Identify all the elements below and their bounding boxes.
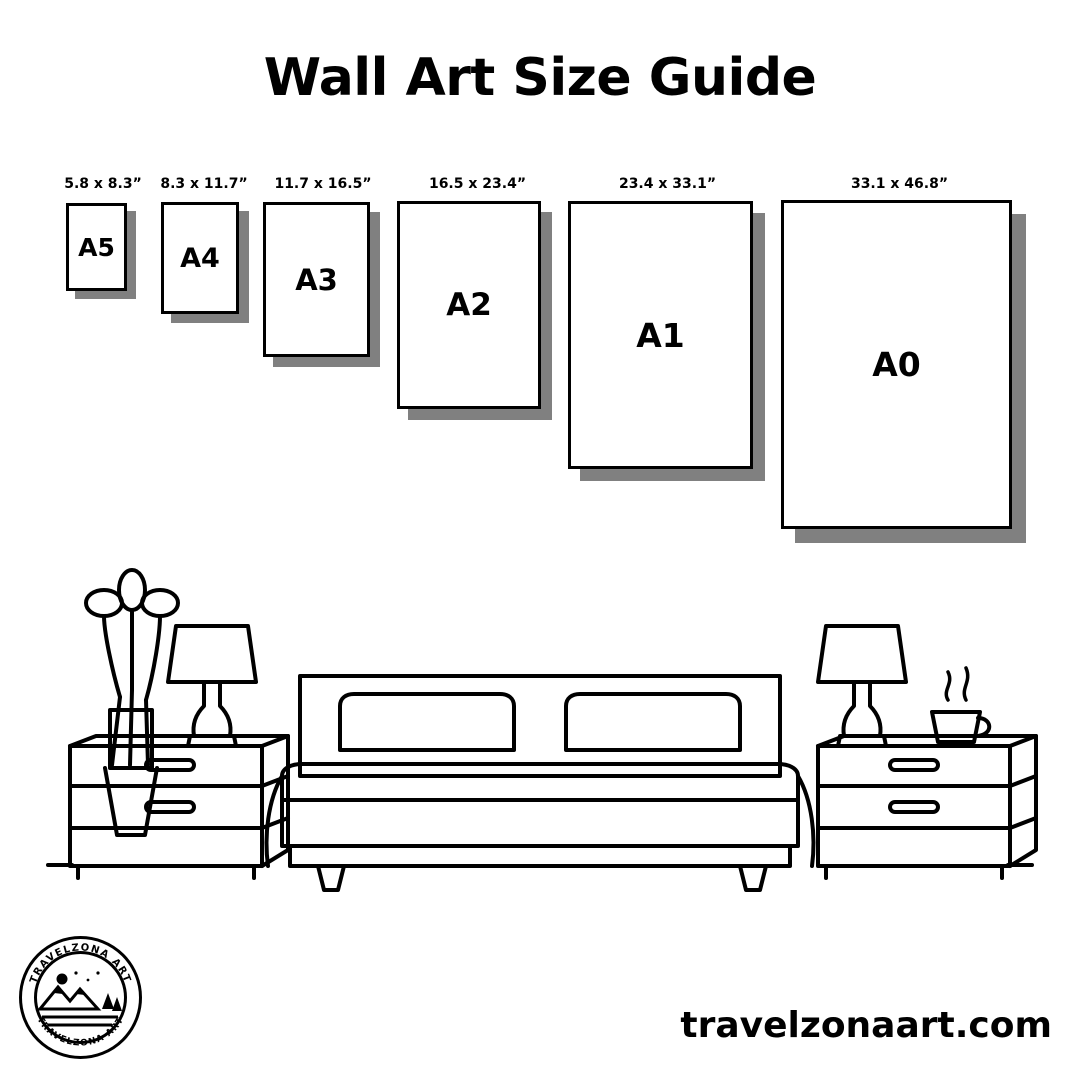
- frame-a0: [781, 200, 1012, 529]
- bed: [267, 676, 814, 890]
- page-title: Wall Art Size Guide: [263, 48, 817, 108]
- frame-label-a1: A1: [636, 315, 685, 355]
- frame-label-a0: A0: [872, 345, 921, 384]
- size-caption-a0: 33.1 x 46.8”: [850, 176, 949, 192]
- brand-logo: [18, 935, 143, 1060]
- website-url: travelzonaart.com: [680, 1005, 1052, 1046]
- left-lamp: [168, 626, 256, 746]
- right-nightstand: [818, 736, 1036, 878]
- bedroom-illustration: [0, 560, 1080, 920]
- size-caption-a3: 11.7 x 16.5”: [274, 176, 372, 192]
- frame-label-a4: A4: [180, 242, 220, 274]
- frame-label-a2: A2: [446, 287, 492, 323]
- frame-a2: [397, 201, 541, 409]
- frame-label-a3: A3: [295, 262, 338, 297]
- frame-a4: [161, 202, 239, 314]
- frame-a3: [263, 202, 370, 357]
- size-chart: [0, 160, 1080, 590]
- frame-a1: [568, 201, 753, 469]
- left-nightstand: [70, 736, 288, 878]
- svg-text:TRAVELZONA ART: TRAVELZONA ART: [28, 942, 133, 985]
- size-caption-a2: 16.5 x 23.4”: [428, 176, 527, 192]
- plant-vase: [86, 570, 178, 835]
- svg-text:TRAVELZONA ART: TRAVELZONA ART: [34, 1015, 127, 1049]
- frame-a5: [66, 203, 127, 291]
- frame-label-a5: A5: [78, 232, 115, 262]
- size-caption-a4: 8.3 x 11.7”: [160, 176, 248, 192]
- size-caption-a1: 23.4 x 33.1”: [618, 176, 717, 192]
- right-lamp: [818, 626, 906, 746]
- size-caption-a5: 5.8 x 8.3”: [64, 176, 142, 192]
